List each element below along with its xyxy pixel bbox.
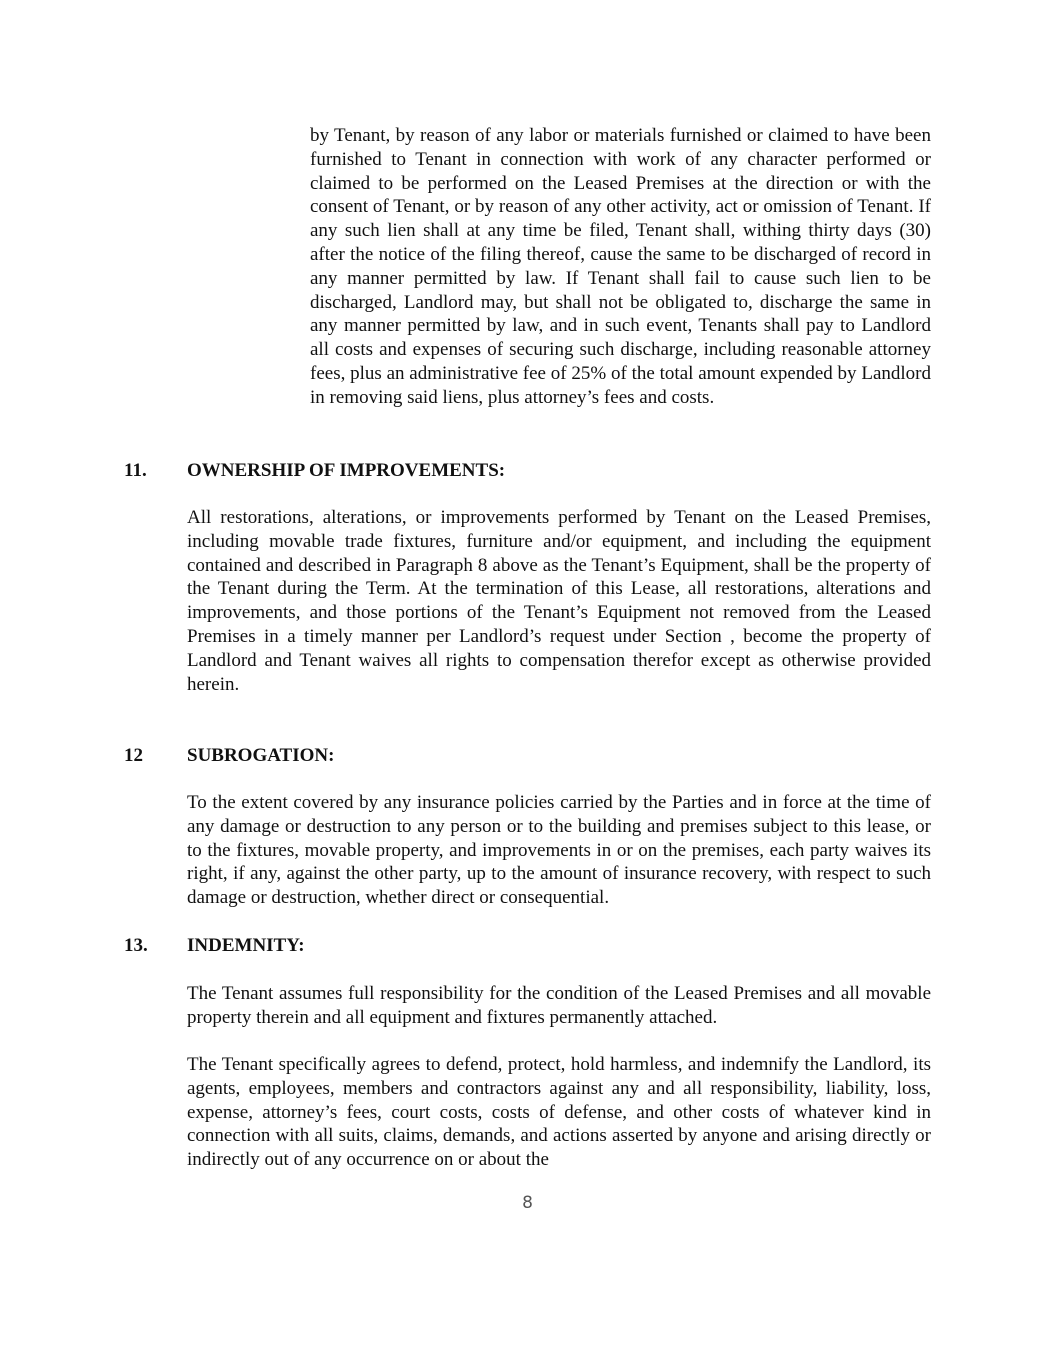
section-number: 12 xyxy=(124,745,143,766)
section-title: INDEMNITY: xyxy=(187,935,305,956)
continuation-paragraph: by Tenant, by reason of any labor or materials furnished or claimed to have been furnished to Tenant in connection with work of any character performed or claimed to be performed on the Leased Premises at the direction or with the consent of Tenant, or by reason of any other activity, act or omission of Tenant. If any such lien shall at any time be filed, Tenant shall, withing thirty days (30) after the notice of the filing thereof, cause the same to be discharged of record in any manner permitted by law. If Tenant shall fail to cause such lien to be discharged, Landlord may, but shall not be obligated to, discharge the same in any manner permitted by law, and in such event, Tenants shall pay to Landlord all costs and expenses of securing such discharge, including reasonable attorney fees, plus an administrative fee of 25% of the total amount expended by Landlord in removing said liens, plus attorney’s fees and costs. xyxy=(310,125,931,408)
section-title: OWNERSHIP OF IMPROVEMENTS: xyxy=(187,460,506,481)
section-11-heading xyxy=(124,459,505,483)
section-11-paragraph: All restorations, alterations, or improvements performed by Tenant on the Leased Premises, including movable trade fixtures, furniture and/or equipment, and including the equipment contained and described in Paragraph 8 above as the Tenant’s Equipment, shall be the property of the Tenant during the Term. At the termination of this Lease, all restorations, alterations and improvements, and those portions of the Tenant’s Equipment not removed from the Leased Premises in a timely manner per Landlord’s request under Section , become the property of Landlord and Tenant waives all rights to compensation therefor except as otherwise provided herein. xyxy=(187,507,931,695)
section-12-heading xyxy=(124,744,334,768)
section-13-heading xyxy=(124,934,305,958)
section-13-paragraph-2: The Tenant specifically agrees to defend, protect, hold harmless, and indemnify the Landlord, its agents, employees, members and contractors against any and all responsibility, liability, loss, expense, attorney’s fees, court costs, costs of defense, and other costs of whatever kind in connection with all suits, claims, demands, and actions asserted by anyone and arising directly or indirectly out of any occurrence on or about the xyxy=(187,1054,931,1171)
page-number: 8 xyxy=(522,1193,533,1213)
section-13-paragraph-1: The Tenant assumes full responsibility for the condition of the Leased Premises and all movable property therein and all equipment and fixtures permanently attached. xyxy=(187,983,931,1028)
section-title: SUBROGATION: xyxy=(187,745,335,766)
section-number: 11. xyxy=(124,460,147,481)
section-number: 13. xyxy=(124,935,148,956)
section-12-paragraph: To the extent covered by any insurance policies carried by the Parties and in force at the time of any damage or destruction to any person or to the building and premises subject to this lease, or to the fixtures, movable property, and improvements in or on the premises, each party waives its right, if any, against the other party, up to the amount of insurance recovery, with respect to such damage or destruction, whether direct or consequential. xyxy=(187,792,931,909)
